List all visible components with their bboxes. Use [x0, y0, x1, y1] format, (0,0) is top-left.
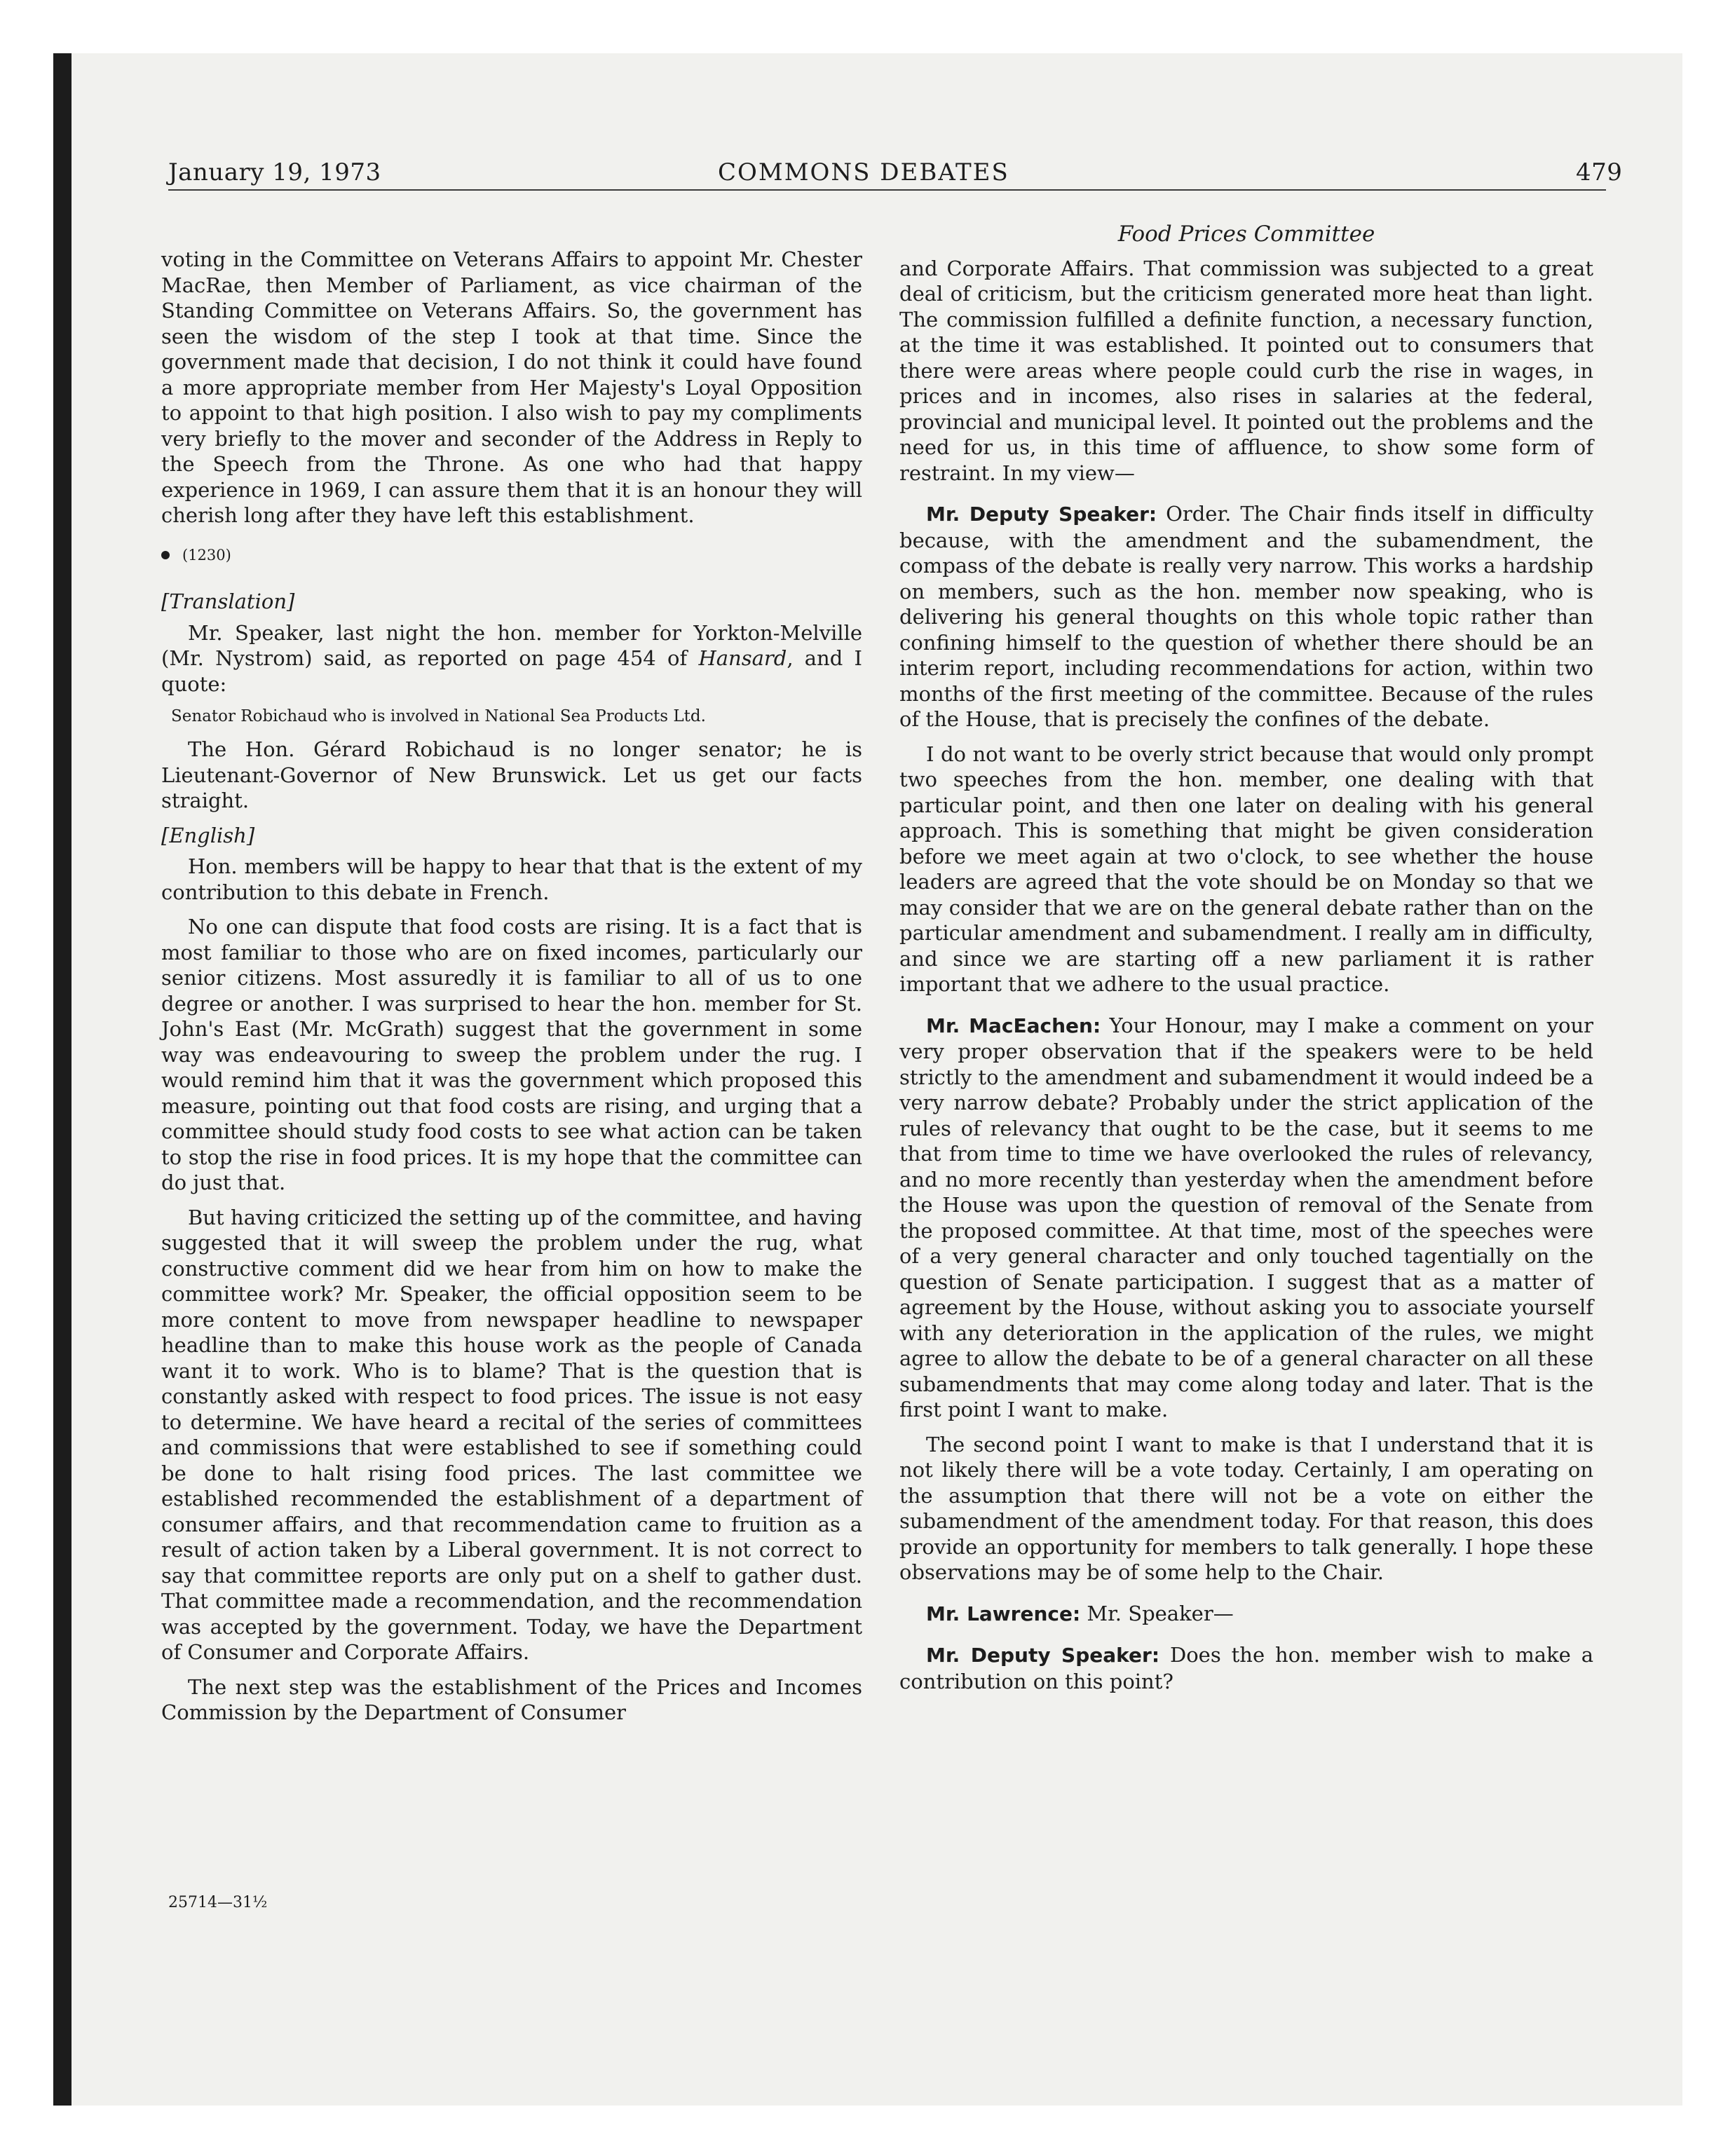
hansard-reference: Hansard [698, 646, 787, 670]
speaker-name: Mr. Deputy Speaker: [926, 503, 1157, 526]
paragraph: and Corporate Affairs. That commission was subjected to a great deal of criticism, but the criticism generated more heat than light. The commission fulfilled a definite function, a necessary function, at the time it was established. It pointed out to consumers that there were areas where people could curb the rise in wages, in prices and in incomes, also rises in salaries at the federal, provincial and municipal level. It pointed out the problems and the need for us, in this time of affluence, to show some form of restraint. In my view— [899, 256, 1593, 485]
english-label: [English] [161, 823, 255, 847]
speaker-name: Mr. Lawrence: [926, 1602, 1081, 1625]
speech-text: Does the hon. member wish to make a contribution on this point? [899, 1643, 1594, 1693]
paragraph: I do not want to be overly strict because that would only prompt two speeches from the hon. member, one dealing with that particular point, and then one later on dealing with his general approach. This is something that might be given consideration before we meet again at two o'clock, to see whether the house leaders are agreed that the vote should be on Monday so that we may consider that we are on the general debate rather than on the particular amendment and subamendment. I really am in difficulty, and since we are starting off a new parliament it is rather important that we adhere to the usual practice. [899, 742, 1593, 996]
speech-text: Order. The Chair finds itself in difficulty because, with the amendment and the subamendment, the compass of the debate is really very narrow. This works a hardship on members, such as the hon. member now speaking, who is delivering his general thoughts on this whole topic rather than confining himself to the question of whether there should be an interim report, including recommendations for action, within two months of the first meeting of the committee. Because of the rules of the House, that is precisely the confines of the debate. [899, 502, 1593, 731]
speech-text: Your Honour, may I make a comment on your very proper observation that if the speakers were to be held strictly to the amendment and subamendment it would indeed be a very narrow debate? Probably under the strict application of the rules of relevancy that ought to be the case, but it seems to me that from time to time we have overlooked the rules of relevancy, and no more recently than yesterday when the amendment before the House was upon the question of removal of the Senate from the proposed committee. At that time, most of the speeches were of a very general character and only touched tagentially on the question of Senate participation. I suggest that as a matter of agreement by the House, without asking you to associate yourself with any deterioration in the application of the rules, we might agree to allow the debate to be of a general character on all these subamendments that may come along today and later. That is the first point I want to make. [899, 1013, 1594, 1421]
translation-label: [Translation] [161, 589, 295, 613]
left-column [161, 247, 862, 1735]
paragraph: The second point I want to make is that I understand that it is not likely there will be a vote today. Certainly, I am operating on the assumption that there will not be a vote on either the subamendment of the amendment today. For that reason, this does provide an opportunity for members to talk generally. I hope these observations may be of some help to the Chair. [899, 1432, 1593, 1584]
speech-paragraph [899, 1601, 1593, 1628]
right-column [899, 221, 1593, 1703]
block-quote: Senator Robichaud who is involved in National Sea Products Ltd. [171, 707, 706, 725]
speech-paragraph [899, 501, 1593, 732]
section-subhead: Food Prices Committee [1117, 221, 1375, 247]
header-date: January 19, 1973 [168, 158, 381, 186]
header-title: COMMONS DEBATES [718, 158, 1009, 186]
paragraph: No one can dispute that food costs are rising. It is a fact that is most familiar to those who are on fixed incomes, particularly our senior citizens. Most assuredly it is familiar to all of us to one degree or another. I was surprised to hear the hon. member for St. John's East (Mr. McGrath) suggest that the government in some way was endeavouring to sweep the problem under the rug. I would remind him that it was the government which proposed this measure, pointing out that food costs are rising, and urging that a committee should study food costs to see what action can be taken to stop the rise in food prices. It is my hope that the committee can do just that. [161, 915, 862, 1194]
speech-paragraph [899, 1642, 1593, 1694]
paragraph-text: Mr. Speaker, last night the hon. member for Yorkton-Melville (Mr. Nystrom) said, as reported on page 454 of [161, 620, 862, 670]
time-marker [161, 543, 862, 568]
paragraph: Hon. members will be happy to hear that that is the extent of my contribution to this debate in French. [161, 854, 862, 904]
header-page-number: 479 [1576, 158, 1623, 186]
header-rule [168, 189, 1606, 191]
speech-text: Mr. Speaker— [1080, 1601, 1234, 1625]
binding-edge [53, 53, 72, 2106]
speaker-name: Mr. Deputy Speaker: [926, 1644, 1160, 1667]
bullet-icon [161, 551, 170, 559]
folio-number: 25714—31½ [168, 1894, 268, 1911]
time-marker-text: (1230) [182, 546, 231, 564]
paragraph [161, 620, 862, 697]
paragraph-text: , and I quote: [161, 646, 862, 696]
paragraph: voting in the Committee on Veterans Affairs to appoint Mr. Chester MacRae, then Member of Parliament, as vice chairman of the Standing Committee on Veterans Affairs. So, the government has seen the wisdom of the step I took at that time. Since the government made that decision, I do not think it could have found a more appropriate member from Her Majesty's Loyal Opposition to appoint to that high position. I also wish to pay my compliments very briefly to the mover and seconder of the Address in Reply to the Speech from the Throne. As one who had that happy experience in 1969, I can assure them that it is an honour they will cherish long after they have left this establishment. [161, 247, 862, 527]
paragraph: But having criticized the setting up of the committee, and having suggested that it will sweep the problem under the rug, what constructive comment did we hear from him on how to make the committee work? Mr. Speaker, the official opposition seem to be more content to move from newspaper headline to newspaper headline than to make this house work as the people of Canada want it to work. Who is to blame? That is the question that is constantly asked with respect to food prices. The issue is not easy to determine. We have heard a recital of the series of committees and commissions that were established to see if something could be done to halt rising food prices. The last committee we established recommended the establishment of a department of consumer affairs, and that recommendation came to fruition as a result of action taken by a Liberal government. It is not correct to say that committee reports are only put on a shelf to gather dust. That committee made a recommendation, and the recommendation was accepted by the government. Today, we have the Department of Consumer and Corporate Affairs. [161, 1205, 862, 1664]
speech-paragraph [899, 1013, 1593, 1423]
paragraph: The next step was the establishment of the Prices and Incomes Commission by the Department of Consumer [161, 1674, 862, 1724]
paragraph: The Hon. Gérard Robichaud is no longer senator; he is Lieutenant-Governor of New Brunswick. Let us get our facts straight. [161, 737, 862, 812]
speaker-name: Mr. MacEachen: [926, 1014, 1101, 1037]
